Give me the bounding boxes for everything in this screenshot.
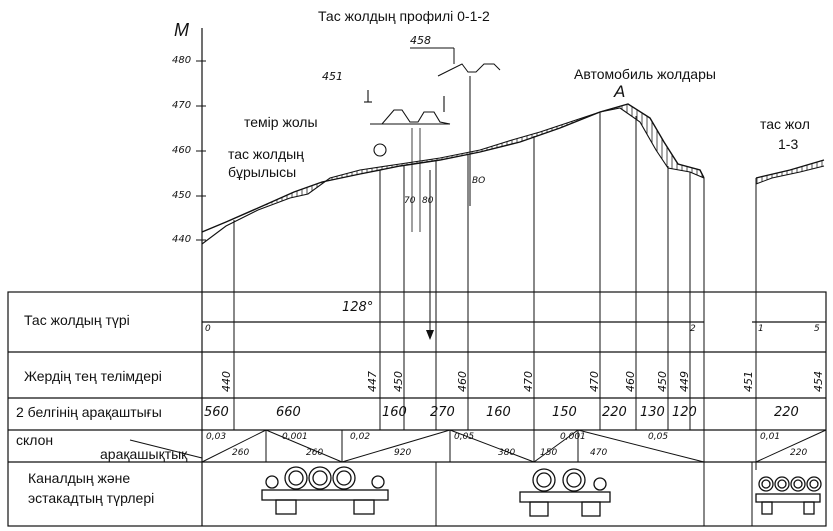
road-turn-label-1: тас жолдың [228, 146, 304, 162]
slope-distance-value: 920 [394, 448, 412, 458]
elev-451-label: 451 [322, 70, 343, 83]
distance-value: 220 [602, 405, 627, 420]
distance-value: 150 [552, 405, 577, 420]
distance-value: 160 [486, 405, 511, 420]
slope-distance-value: 260 [306, 448, 324, 458]
slope-value: 0,001 [560, 432, 586, 442]
railway-symbol [364, 90, 450, 124]
mark-bo-label: BO [472, 176, 486, 186]
y-tick-480: 480 [172, 55, 192, 66]
distance-value: 660 [276, 405, 301, 420]
slope-distance-value: 150 [540, 448, 558, 458]
road-start-value: 0 [205, 324, 211, 334]
axis-unit: М [174, 20, 189, 40]
ground-mark: 460 [624, 371, 637, 392]
y-tick-440: 440 [172, 234, 192, 245]
road-turn-label-2: бұрылысы [228, 164, 297, 180]
railway-label: темір жолы [244, 114, 318, 130]
slope-distance-value: 220 [790, 448, 808, 458]
row-label-road-type: Тас жолдың түрі [24, 312, 130, 328]
slope-distance-value: 380 [498, 448, 516, 458]
ground-mark: 450 [392, 371, 405, 392]
ground-mark: 460 [456, 371, 469, 392]
row-label-structures-2: эстакадтың түрлері [28, 490, 155, 506]
channel-type-3 [756, 477, 821, 514]
y-tick-470: 470 [172, 100, 192, 111]
distance-value: 130 [640, 405, 665, 420]
row-label-ground-marks: Жердің тең телімдері [24, 368, 162, 384]
highways-label: Автомобиль жолдары [574, 66, 716, 82]
slope-value: 0,05 [454, 432, 475, 442]
mark-70-label: 70 [404, 196, 416, 206]
road-1-3-label-1: тас жол [760, 116, 810, 132]
distance-value: 270 [430, 405, 455, 420]
highway-section [410, 48, 500, 330]
y-tick-450: 450 [172, 190, 192, 201]
slope-value: 0,01 [760, 432, 781, 442]
slope-value: 0,03 [206, 432, 227, 442]
point-a-label: А [614, 82, 626, 101]
ground-mark: 449 [678, 371, 691, 392]
branch-start-value: 1 [758, 324, 764, 334]
distance-value: 160 [382, 405, 407, 420]
slope-value: 0,02 [350, 432, 371, 442]
ground-mark: 447 [366, 371, 379, 392]
railway-marks [412, 128, 420, 232]
ground-mark: 454 [812, 371, 825, 392]
diagram-title: Тас жолдың профилі 0-1-2 [318, 8, 490, 24]
row-label-distance: 2 белгінің арақаштығы [16, 404, 162, 420]
distance-value: 120 [672, 405, 697, 420]
distance-value: 560 [204, 405, 229, 420]
road-1-3-label-2: 1-3 [778, 136, 799, 152]
road-turn-marker [374, 144, 386, 156]
slope-distance-value: 470 [590, 448, 608, 458]
y-axis-ticks [196, 61, 206, 240]
y-tick-460: 460 [172, 145, 192, 156]
distance-value: 220 [774, 405, 799, 420]
road-end-value: 2 [690, 324, 696, 334]
ground-mark: 470 [588, 371, 601, 392]
row-label-slope-distance: арақашықтық [100, 446, 188, 462]
arrow-head [426, 330, 434, 340]
ground-mark: 451 [742, 371, 755, 392]
row-label-slope: склон [16, 432, 54, 448]
slope-value: 0,001 [282, 432, 308, 442]
branch-end-value: 5 [814, 324, 820, 334]
slope-value: 0,05 [648, 432, 669, 442]
mark-80-label: 80 [422, 196, 434, 206]
channel-type-2 [520, 469, 610, 516]
ground-mark: 440 [220, 371, 233, 392]
channel-type-1 [262, 467, 388, 514]
elev-458-label: 458 [410, 34, 431, 47]
slope-distance-value: 260 [232, 448, 250, 458]
row-label-structures-1: Каналдың және [28, 470, 131, 486]
ground-mark: 470 [522, 371, 535, 392]
ground-mark: 450 [656, 371, 669, 392]
road-length-value: 128° [342, 300, 374, 315]
